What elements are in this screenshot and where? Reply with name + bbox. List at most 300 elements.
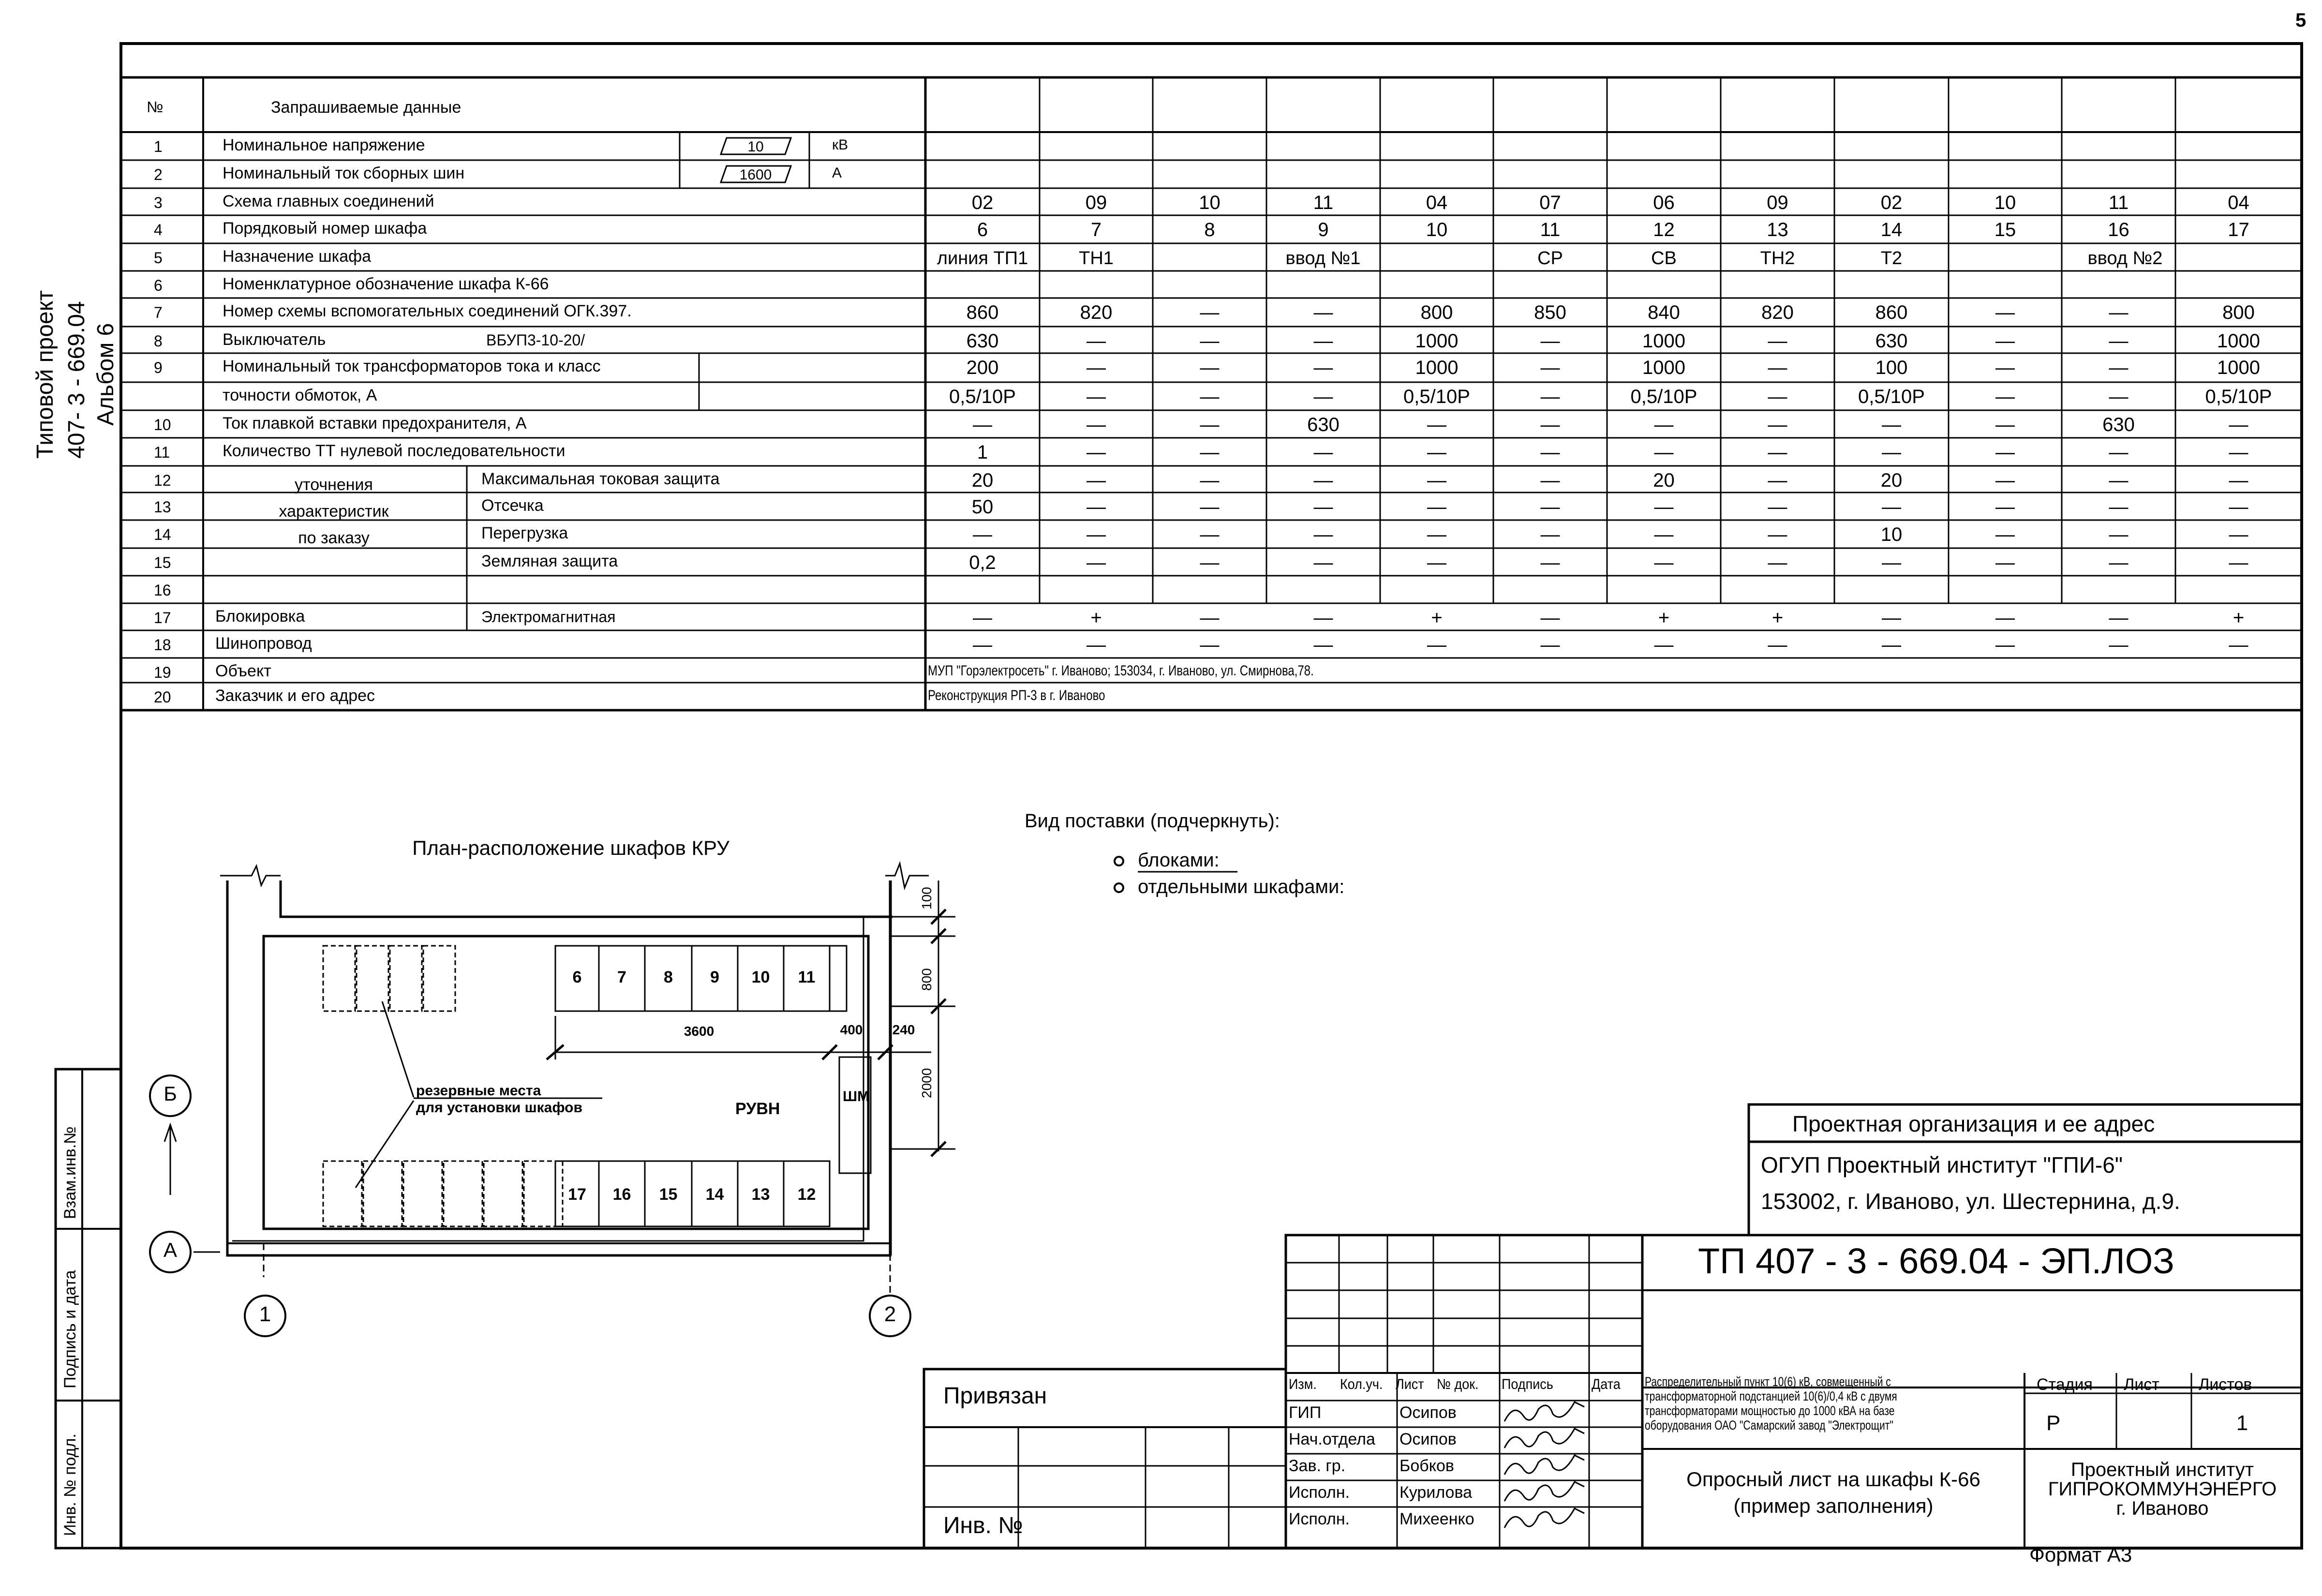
cell-value: — xyxy=(1427,634,1446,656)
row-value: Реконструкция РП-3 в г. Иваново xyxy=(928,687,1105,703)
cell-value: 200 xyxy=(966,357,999,378)
cell-value: 10 xyxy=(1994,192,2016,213)
axis-a-label: А xyxy=(163,1238,178,1261)
row-label: Порядковый номер шкафа xyxy=(223,219,427,238)
reserve-cabinet xyxy=(390,946,422,1011)
cell-value: 04 xyxy=(2228,192,2249,213)
drawing-line xyxy=(382,1001,414,1097)
row-label: Земляная защита xyxy=(481,552,618,570)
cell-value: — xyxy=(1882,442,1901,463)
cell-value: — xyxy=(2109,470,2128,491)
cell-value: — xyxy=(2229,470,2248,491)
cell-value: — xyxy=(1427,414,1446,435)
cell-value: — xyxy=(1540,330,1560,352)
axis-2-label: 2 xyxy=(884,1302,896,1326)
cell-value: — xyxy=(1200,552,1220,573)
reserve-label: для установки шкафов xyxy=(416,1100,582,1116)
description-line: оборудования ОАО "Самарский завод "Электрощит" xyxy=(1645,1418,1893,1432)
sheet-frame xyxy=(121,44,2302,1548)
header-title: Запрашиваемые данные xyxy=(271,98,461,117)
dim-2000: 2000 xyxy=(919,1068,934,1098)
row-number: 9 xyxy=(154,359,163,376)
org-name: ОГУП Проектный институт "ГПИ-6" xyxy=(1761,1152,2123,1178)
cell-value: 06 xyxy=(1653,192,1675,213)
cell-value: 0,5/10Р xyxy=(2205,386,2272,407)
cell-value: 02 xyxy=(971,192,994,213)
row-number: 2 xyxy=(154,166,163,183)
cell-value: 6 xyxy=(977,219,988,240)
cell-value: — xyxy=(1768,357,1787,378)
ruvn-label: РУВН xyxy=(735,1100,780,1118)
row-label: Номер схемы вспомогательных соединений ОГК.397. xyxy=(223,302,632,320)
institute-line: г. Иваново xyxy=(2116,1498,2209,1519)
tb-name: Михеенко xyxy=(1399,1510,1474,1528)
cell-value: 9 xyxy=(1318,219,1329,240)
cell-value: — xyxy=(1313,386,1333,407)
cell-value: — xyxy=(2109,386,2128,407)
tb-header: Дата xyxy=(1592,1376,1621,1392)
cell-value: 15 xyxy=(1994,219,2016,240)
cell-value: — xyxy=(973,634,992,656)
cell-value: 0,5/10Р xyxy=(1403,386,1470,407)
row-extra: Электромагнитная xyxy=(481,608,616,626)
param-value: 10 xyxy=(747,139,764,155)
cell-value: — xyxy=(1087,442,1106,463)
cabinet-number: 12 xyxy=(797,1185,816,1204)
row-number: 12 xyxy=(154,472,171,489)
cell-value: 02 xyxy=(1880,192,1903,213)
cell-value: — xyxy=(1200,634,1220,656)
cell-value: 10 xyxy=(1880,524,1903,545)
cell-value: 850 xyxy=(1534,302,1566,323)
cell-value: — xyxy=(1654,442,1674,463)
axis-1-label: 1 xyxy=(259,1302,271,1326)
cell-value: 07 xyxy=(1539,192,1561,213)
row-label: точности обмоток, А xyxy=(223,386,377,404)
tb-header: № док. xyxy=(1437,1376,1479,1392)
cell-value: — xyxy=(2109,496,2128,518)
cabinet-number: 11 xyxy=(798,968,816,986)
cell-value: — xyxy=(1768,496,1787,518)
cell-value: 0,5/10Р xyxy=(1858,386,1925,407)
sheets-label: Листов xyxy=(2199,1375,2252,1394)
cell-value: — xyxy=(1995,496,2015,518)
drawing-line xyxy=(281,880,893,917)
cell-value: — xyxy=(1087,470,1106,491)
tb-name: Курилова xyxy=(1399,1483,1473,1502)
shm-cabinet xyxy=(839,1057,871,1173)
assignment-value: ТН1 xyxy=(1079,248,1114,268)
cabinet-number: 15 xyxy=(659,1185,678,1204)
cell-value: 840 xyxy=(1648,302,1680,323)
cell-value: — xyxy=(1768,386,1787,407)
cell-value: 1 xyxy=(977,442,988,463)
row-label: Перегрузка xyxy=(481,524,568,542)
cell-value: 09 xyxy=(1085,192,1107,213)
cell-value: 800 xyxy=(2222,302,2255,323)
plan-title: План-расположение шкафов КРУ xyxy=(412,836,729,859)
cell-value: — xyxy=(1087,496,1106,518)
tb-role: Зав. гр. xyxy=(1289,1457,1346,1475)
cell-value: — xyxy=(1654,552,1674,573)
cell-value: — xyxy=(1200,330,1220,352)
group-label: по заказу xyxy=(298,529,370,547)
stage-value: Р xyxy=(2046,1411,2061,1435)
drawing-line xyxy=(1504,1482,1584,1501)
cell-value: — xyxy=(1313,496,1333,518)
row-value: МУП "Горэлектросеть" г. Иваново; 153034, г. Иваново, ул. Смирнова,78. xyxy=(928,663,1314,679)
cell-value: — xyxy=(1995,634,2015,656)
cell-value: 14 xyxy=(1880,219,1903,240)
cell-value: — xyxy=(1995,414,2015,435)
assignment-value: линия ТП1 xyxy=(937,248,1028,268)
drawing-line xyxy=(1504,1455,1584,1475)
row-number: 10 xyxy=(154,416,171,433)
cell-value: 7 xyxy=(1090,219,1102,240)
cell-value: — xyxy=(2109,552,2128,573)
row-number: 8 xyxy=(154,332,163,350)
cell-value: — xyxy=(1768,524,1787,545)
cell-value: — xyxy=(1087,414,1106,435)
cell-value: — xyxy=(1313,357,1333,378)
cell-value: — xyxy=(1087,357,1106,378)
cell-value: — xyxy=(1882,414,1901,435)
stamp-sign-date: Подпись и дата xyxy=(61,1270,79,1388)
cell-value: — xyxy=(2229,414,2248,435)
cell-value: — xyxy=(1995,302,2015,323)
cell-value: — xyxy=(1313,302,1333,323)
delivery-title: Вид поставки (подчеркнуть): xyxy=(1025,810,1280,832)
cell-value: — xyxy=(1654,414,1674,435)
cell-value: 8 xyxy=(1204,219,1215,240)
cell-value: — xyxy=(2229,634,2248,656)
param-value: 1600 xyxy=(739,167,772,183)
cell-value: — xyxy=(1427,470,1446,491)
row-label: Количество ТТ нулевой последовательности xyxy=(223,442,566,460)
shm-label: ШМ xyxy=(843,1089,870,1104)
row-number: 14 xyxy=(154,526,171,543)
cell-value: — xyxy=(2109,442,2128,463)
cell-value: 17 xyxy=(2228,219,2249,240)
dim-240: 240 xyxy=(892,1022,915,1037)
reserve-cabinet xyxy=(484,1161,522,1226)
cell-value: — xyxy=(1200,496,1220,518)
cell-value: 50 xyxy=(971,496,994,518)
cell-value: — xyxy=(1200,357,1220,378)
cell-value: — xyxy=(2109,607,2128,628)
sheets-value: 1 xyxy=(2236,1411,2248,1435)
cell-value: — xyxy=(1200,470,1220,491)
cell-value: + xyxy=(1090,607,1102,628)
cell-value: — xyxy=(1768,330,1787,352)
cell-value: — xyxy=(1313,524,1333,545)
inv-label: Инв. № xyxy=(943,1513,1023,1538)
bullet-icon xyxy=(1115,883,1123,892)
param-unit: А xyxy=(832,165,842,181)
cell-value: — xyxy=(1200,302,1220,323)
cell-value: — xyxy=(1540,386,1560,407)
cell-value: — xyxy=(973,524,992,545)
cell-value: — xyxy=(1540,470,1560,491)
description-line: трансформаторной подстанцией 10(6)/0,4 кВ с двумя xyxy=(1645,1389,1897,1403)
cell-value: — xyxy=(1313,634,1333,656)
cell-value: 100 xyxy=(1875,357,1908,378)
cell-value: — xyxy=(1427,552,1446,573)
dim-400: 400 xyxy=(840,1022,863,1037)
cell-value: — xyxy=(1654,634,1674,656)
row-number: 17 xyxy=(154,609,171,626)
cell-value: 11 xyxy=(1540,219,1561,240)
cell-value: — xyxy=(1995,607,2015,628)
cell-value: 630 xyxy=(1875,330,1908,352)
reserve-cabinet xyxy=(363,1161,402,1226)
cell-value: — xyxy=(1427,524,1446,545)
cabinet-number: 14 xyxy=(705,1185,724,1204)
cell-value: 0,5/10Р xyxy=(949,386,1016,407)
cell-value: 800 xyxy=(1420,302,1453,323)
cell-value: — xyxy=(1540,496,1560,518)
reserve-cabinet xyxy=(423,946,455,1011)
tb-name: Бобков xyxy=(1399,1457,1454,1475)
cell-value: 1000 xyxy=(2217,357,2260,378)
cell-value: — xyxy=(1087,634,1106,656)
side-title-line3: Альбом 6 xyxy=(93,323,119,426)
cabinet-number: 7 xyxy=(617,968,626,986)
cell-value: — xyxy=(1200,607,1220,628)
param-unit: кВ xyxy=(832,137,848,153)
cell-value: + xyxy=(1431,607,1443,628)
cell-value: 12 xyxy=(1653,219,1675,240)
reserve-cabinet xyxy=(323,946,355,1011)
cell-value: 820 xyxy=(1080,302,1113,323)
reserve-cabinet xyxy=(323,1161,362,1226)
row-label: Номинальный ток трансформаторов тока и класс xyxy=(223,357,601,375)
cell-value: — xyxy=(1768,414,1787,435)
dim-100: 100 xyxy=(919,887,934,910)
cell-value: — xyxy=(1427,496,1446,518)
cell-value: 1000 xyxy=(2217,330,2260,352)
tb-role: Исполн. xyxy=(1289,1510,1350,1528)
cell-value: — xyxy=(1995,357,2015,378)
row-label: Номинальный ток сборных шин xyxy=(223,164,465,182)
row-label: Ток плавкой вставки предохранителя, А xyxy=(223,414,527,433)
cell-value: 10 xyxy=(1199,192,1221,213)
cell-value: 630 xyxy=(1307,414,1340,435)
assignment-value: СР xyxy=(1537,248,1563,268)
cell-value: — xyxy=(1995,330,2015,352)
cell-value: 630 xyxy=(966,330,999,352)
cell-value: + xyxy=(1771,607,1784,628)
cell-value: 13 xyxy=(1767,219,1788,240)
row-label: Назначение шкафа xyxy=(223,247,372,266)
side-title-line2: 407- 3 - 669.04 xyxy=(64,301,89,459)
tb-name: Осипов xyxy=(1399,1403,1457,1422)
cell-value: — xyxy=(1313,552,1333,573)
row-number: 1 xyxy=(154,138,163,155)
header-no: № xyxy=(147,98,164,116)
tb-header: Кол.уч. xyxy=(1340,1376,1383,1392)
cell-value: — xyxy=(1540,414,1560,435)
row-number: 11 xyxy=(154,444,170,461)
cell-value: 20 xyxy=(1653,470,1675,491)
stage-label: Стадия xyxy=(2037,1375,2093,1394)
sheet-title: Опросный лист на шкафы К-66 xyxy=(1686,1468,1980,1491)
cell-value: 11 xyxy=(1313,192,1334,213)
cell-value: 1000 xyxy=(1415,330,1459,352)
delivery-option: блоками: xyxy=(1138,850,1220,871)
page-number: 5 xyxy=(2295,10,2307,31)
cell-value: — xyxy=(2109,330,2128,352)
cell-value: — xyxy=(1200,414,1220,435)
cell-value: — xyxy=(1882,607,1901,628)
org-header: Проектная организация и ее адрес xyxy=(1792,1111,2155,1136)
cell-value: — xyxy=(2229,442,2248,463)
cell-value: — xyxy=(1313,442,1333,463)
bullet-icon xyxy=(1115,857,1123,865)
delivery-option: отдельными шкафами: xyxy=(1138,876,1345,897)
cell-value: — xyxy=(1768,552,1787,573)
cell-value: — xyxy=(973,607,992,628)
cell-value: — xyxy=(1200,386,1220,407)
row-label: Номинальное напряжение xyxy=(223,136,425,154)
side-title-line1: Типовой проект xyxy=(32,290,58,459)
cell-value: — xyxy=(1768,634,1787,656)
cell-value: 1000 xyxy=(1415,357,1459,378)
cell-value: — xyxy=(1882,634,1901,656)
row-number: 4 xyxy=(154,221,163,239)
row-label: Отсечка xyxy=(481,496,544,515)
cell-value: — xyxy=(1995,470,2015,491)
cell-value: — xyxy=(1995,552,2015,573)
row-label: Объект xyxy=(215,662,271,680)
cabinet-number: 10 xyxy=(751,968,770,986)
institute-line: ГИПРОКОММУНЭНЕРГО xyxy=(2048,1478,2277,1500)
cell-value: 10 xyxy=(1426,219,1448,240)
cell-value: — xyxy=(1654,496,1674,518)
cabinet-number: 8 xyxy=(664,968,673,986)
row-number: 7 xyxy=(154,304,163,321)
tb-role: Исполн. xyxy=(1289,1483,1350,1502)
drawing-line xyxy=(220,866,281,885)
row-number: 19 xyxy=(154,664,171,681)
row-number: 18 xyxy=(154,636,171,654)
drawing-line xyxy=(1504,1429,1584,1448)
cell-value: — xyxy=(1540,607,1560,628)
org-address: 153002, г. Иваново, ул. Шестернина, д.9. xyxy=(1761,1189,2180,1214)
row-number: 15 xyxy=(154,554,171,571)
cell-value: — xyxy=(1768,470,1787,491)
drawing-line xyxy=(1504,1402,1584,1421)
cell-value: — xyxy=(1087,386,1106,407)
drawing-line xyxy=(356,1101,414,1188)
cell-value: — xyxy=(2229,496,2248,518)
tb-role: ГИП xyxy=(1289,1403,1322,1422)
cell-value: 0,2 xyxy=(969,552,996,573)
row-label: Шинопровод xyxy=(215,634,312,653)
assignment-value: ввод №2 xyxy=(2087,248,2163,268)
row-extra: ВБУП3-10-20/ xyxy=(486,331,585,349)
cell-value: 09 xyxy=(1767,192,1788,213)
cell-value: 20 xyxy=(971,470,994,491)
cell-value: 04 xyxy=(1426,192,1448,213)
cabinet-number: 6 xyxy=(572,968,582,986)
row-number: 13 xyxy=(154,498,171,516)
assignment-value: ввод №1 xyxy=(1285,248,1361,268)
institute-line: Проектный институт xyxy=(2070,1459,2254,1480)
cell-value: — xyxy=(2109,634,2128,656)
cell-value: + xyxy=(1658,607,1670,628)
cell-value: — xyxy=(1768,442,1787,463)
cell-value: — xyxy=(1200,524,1220,545)
stamp-inv-orig: Инв. № подл. xyxy=(61,1433,79,1536)
cell-value: — xyxy=(1654,524,1674,545)
dim-800: 800 xyxy=(919,968,934,991)
cell-value: — xyxy=(1995,442,2015,463)
format-label: Формат А3 xyxy=(2029,1543,2132,1566)
cell-value: + xyxy=(2233,607,2245,628)
reserve-cabinet xyxy=(357,946,388,1011)
doc-code: ТП 407 - 3 - 669.04 - ЭП.ЛОЗ xyxy=(1698,1241,2174,1281)
cell-value: 630 xyxy=(2102,414,2135,435)
assignment-value: СВ xyxy=(1651,248,1677,268)
cell-value: 0,5/10Р xyxy=(1630,386,1697,407)
cell-value: 16 xyxy=(2108,219,2129,240)
cell-value: — xyxy=(1313,607,1333,628)
cell-value: — xyxy=(1427,442,1446,463)
cell-value: — xyxy=(1540,524,1560,545)
cell-value: — xyxy=(1087,330,1106,352)
row-number: 5 xyxy=(154,249,163,267)
row-number: 20 xyxy=(154,688,171,706)
tb-header: Изм. xyxy=(1289,1376,1317,1392)
cell-value: 860 xyxy=(966,302,999,323)
reserve-cabinet xyxy=(403,1161,442,1226)
cell-value: 1000 xyxy=(1642,330,1685,352)
assignment-value: Т2 xyxy=(1880,248,1903,268)
cell-value: — xyxy=(1882,496,1901,518)
group-label: характеристик xyxy=(279,502,389,521)
reserve-cabinet xyxy=(524,1161,563,1226)
tb-header: Лист xyxy=(1396,1376,1424,1392)
cell-value: — xyxy=(2109,302,2128,323)
cell-value: — xyxy=(1087,552,1106,573)
stamp-inv-repl: Взам.инв.№ xyxy=(61,1126,79,1219)
cell-value: — xyxy=(2109,524,2128,545)
description-line: трансформаторами мощностью до 1000 кВА на базе xyxy=(1645,1403,1895,1418)
cabinet-end xyxy=(830,946,847,1011)
tb-name: Осипов xyxy=(1399,1430,1457,1448)
cell-value: — xyxy=(1882,552,1901,573)
cell-value: 1000 xyxy=(1642,357,1685,378)
cell-value: — xyxy=(1087,524,1106,545)
reserve-label: резервные места xyxy=(416,1083,541,1099)
cell-value: — xyxy=(1313,470,1333,491)
cell-value: 820 xyxy=(1761,302,1794,323)
cell-value: — xyxy=(1313,330,1333,352)
row-number: 16 xyxy=(154,582,171,599)
row-label: Блокировка xyxy=(215,607,305,626)
row-label: Номенклатурное обозначение шкафа К-66 xyxy=(223,275,549,293)
cabinet-number: 13 xyxy=(751,1185,770,1204)
row-number: 3 xyxy=(154,194,163,211)
cabinet-number: 16 xyxy=(612,1185,631,1204)
cell-value: — xyxy=(1200,442,1220,463)
cell-value: — xyxy=(2109,357,2128,378)
cell-value: 11 xyxy=(2108,192,2129,213)
cell-value: — xyxy=(1540,552,1560,573)
group-label: уточнения xyxy=(295,476,373,494)
drawing-line xyxy=(1504,1508,1584,1528)
